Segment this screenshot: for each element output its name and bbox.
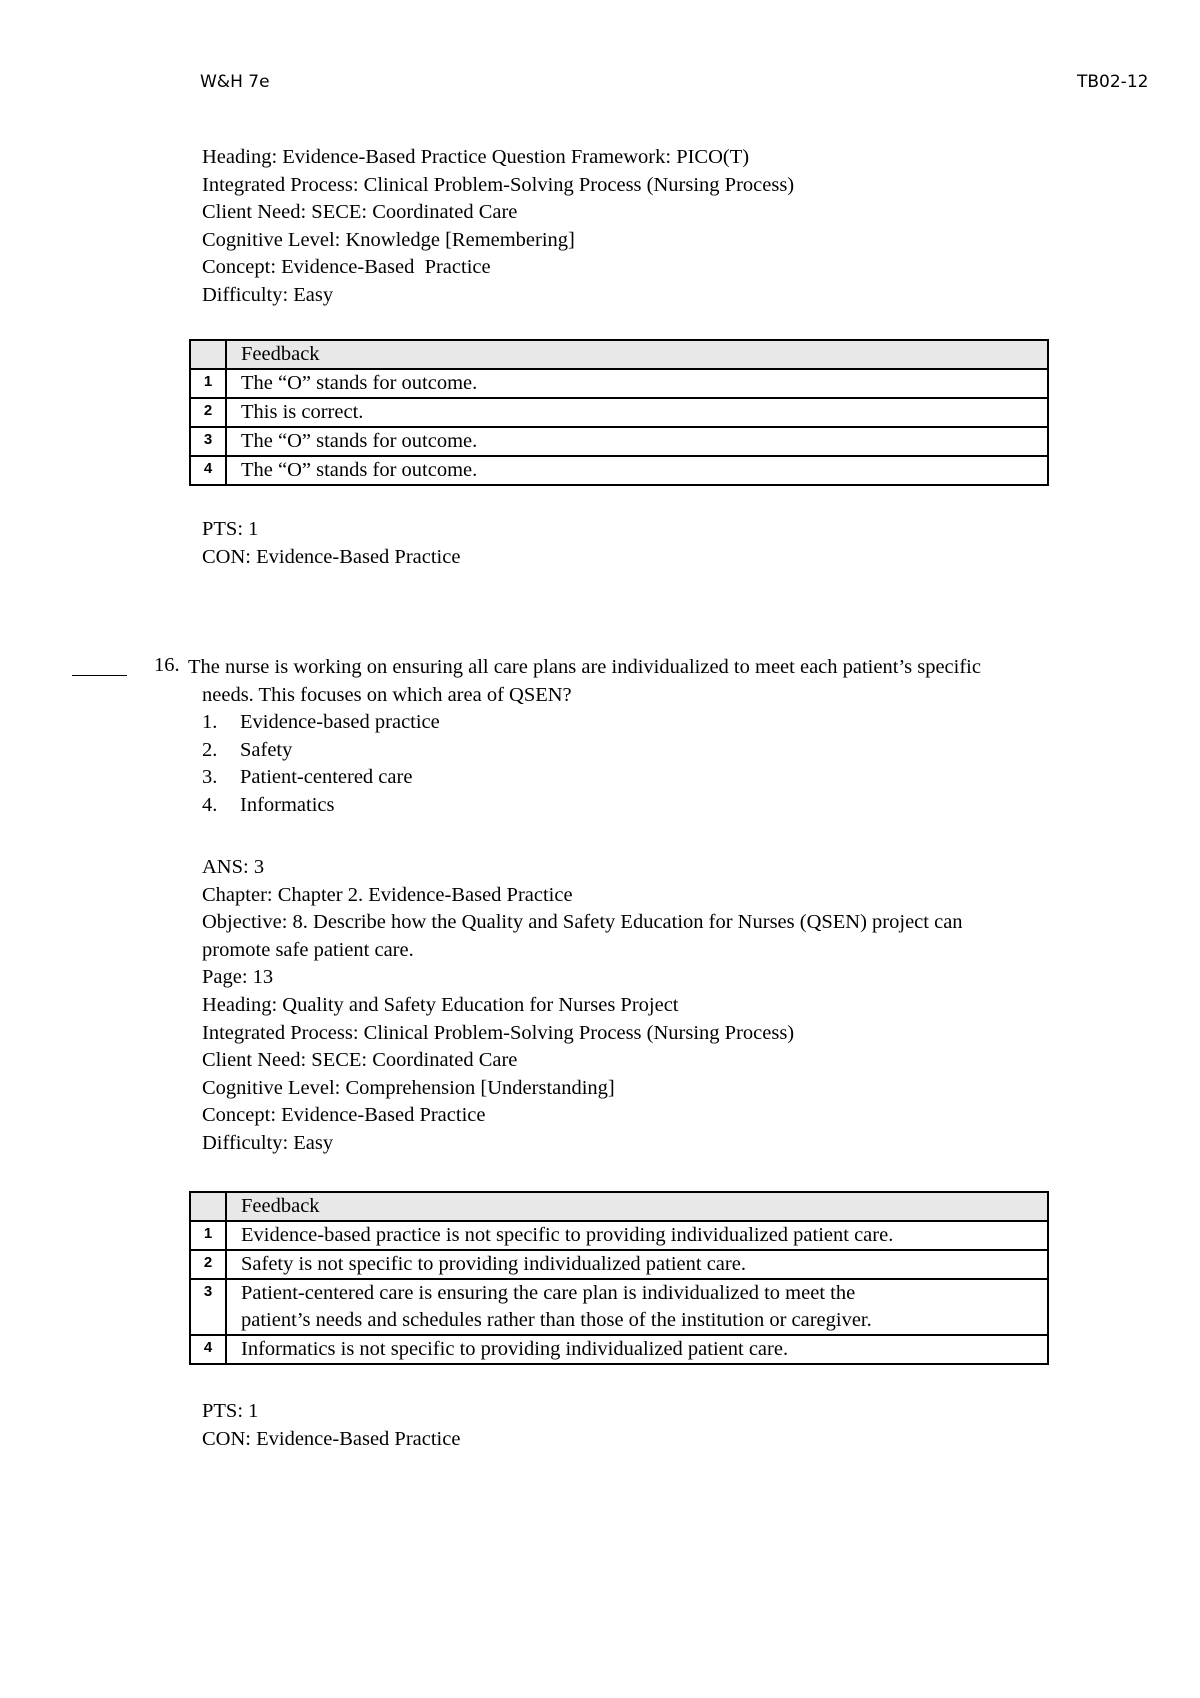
meta-concept: Concept: Evidence-Based Practice xyxy=(202,1104,486,1127)
meta-difficulty: Difficulty: Easy xyxy=(202,283,334,306)
table-row xyxy=(190,456,1048,485)
meta-difficulty: Difficulty: Easy xyxy=(202,1131,334,1154)
option-item xyxy=(202,792,440,820)
feedback-text: The “O” stands for outcome. xyxy=(226,456,1048,485)
feedback-text: Evidence-based practice is not specific to providing individualized patient care. xyxy=(226,1221,1048,1250)
stem-line-2: needs. This focuses on which area of QSEN? xyxy=(202,683,572,706)
option-text: Safety xyxy=(240,738,293,761)
meta-objective: Objective: 8. Describe how the Quality and Safety Education for Nurses (QSEN) project can xyxy=(202,911,963,934)
concept-tag: CON: Evidence-Based Practice xyxy=(202,1427,461,1450)
question-metadata xyxy=(202,854,963,1158)
concept-tag: CON: Evidence-Based Practice xyxy=(202,545,461,568)
option-item xyxy=(202,709,440,737)
meta-concept: Concept: Evidence-Based Practice xyxy=(202,256,491,279)
question-number: 16. xyxy=(154,654,180,676)
row-number: 2 xyxy=(190,398,226,427)
row-number: 2 xyxy=(190,1250,226,1279)
answer-key: ANS: 3 xyxy=(202,856,265,878)
option-text: Patient-centered care xyxy=(240,766,413,789)
table-row xyxy=(190,427,1048,456)
row-number: 3 xyxy=(190,427,226,456)
feedback-text: Informatics is not specific to providing individualized patient care. xyxy=(226,1335,1048,1364)
meta-client-need: Client Need: SECE: Coordinated Care xyxy=(202,1049,518,1072)
table-row xyxy=(190,1221,1048,1250)
prev-feedback-table xyxy=(189,339,1049,486)
table-row xyxy=(190,1279,1048,1335)
table-row xyxy=(190,369,1048,398)
question-feedback-table xyxy=(189,1191,1049,1365)
page-header-right: TB02-12 xyxy=(1077,72,1149,92)
answer-blank[interactable] xyxy=(72,675,127,676)
stem-line-1: The nurse is working on ensuring all care plans are individualized to meet each patient’s specific xyxy=(188,656,981,678)
row-number: 1 xyxy=(190,1221,226,1250)
option-text: Evidence-based practice xyxy=(240,711,440,733)
points: PTS: 1 xyxy=(202,518,259,540)
meta-cognitive-level: Cognitive Level: Comprehension [Understanding] xyxy=(202,1076,615,1099)
meta-heading: Heading: Quality and Safety Education for Nurses Project xyxy=(202,993,679,1016)
meta-integrated-process: Integrated Process: Clinical Problem-Solving Process (Nursing Process) xyxy=(202,1021,795,1044)
meta-heading: Heading: Evidence-Based Practice Question Framework: PICO(T) xyxy=(202,146,750,168)
feedback-text: The “O” stands for outcome. xyxy=(226,369,1048,398)
meta-objective-cont: promote safe patient care. xyxy=(202,938,414,961)
prev-item-metadata xyxy=(202,144,794,310)
feedback-text: The “O” stands for outcome. xyxy=(226,427,1048,456)
table-row xyxy=(190,1250,1048,1279)
meta-page: Page: 13 xyxy=(202,966,274,989)
feedback-text xyxy=(226,1279,1048,1335)
row-number: 1 xyxy=(190,369,226,398)
meta-chapter: Chapter: Chapter 2. Evidence-Based Practice xyxy=(202,883,573,906)
prev-item-footer xyxy=(202,516,460,571)
table-row xyxy=(190,398,1048,427)
meta-integrated-process: Integrated Process: Clinical Problem-Solving Process (Nursing Process) xyxy=(202,173,795,196)
meta-cognitive-level: Cognitive Level: Knowledge [Remembering] xyxy=(202,228,575,251)
row-number: 4 xyxy=(190,456,226,485)
page-header-left: W&H 7e xyxy=(200,72,270,92)
feedback-text: Safety is not specific to providing individualized patient care. xyxy=(226,1250,1048,1279)
question-footer xyxy=(202,1398,460,1453)
table-header-row xyxy=(190,340,1048,369)
feedback-header: Feedback xyxy=(226,340,1048,369)
table-row xyxy=(190,1335,1048,1364)
option-item xyxy=(202,764,440,792)
feedback-text: This is correct. xyxy=(226,398,1048,427)
row-number: 4 xyxy=(190,1335,226,1364)
answer-options xyxy=(202,709,440,819)
feedback-text-line-1: Patient-centered care is ensuring the care plan is individualized to meet the xyxy=(241,1282,856,1304)
option-item xyxy=(202,737,440,765)
feedback-text-line-2: patient’s needs and schedules rather than those of the institution or caregiver. xyxy=(241,1309,872,1331)
option-number: 1. xyxy=(202,711,218,733)
question-stem xyxy=(188,654,1148,709)
option-number: 2. xyxy=(202,738,218,761)
option-number: 4. xyxy=(202,793,218,816)
table-header-row xyxy=(190,1192,1048,1221)
meta-client-need: Client Need: SECE: Coordinated Care xyxy=(202,201,518,224)
option-number: 3. xyxy=(202,766,218,789)
feedback-header: Feedback xyxy=(226,1192,1048,1221)
points: PTS: 1 xyxy=(202,1400,259,1422)
option-text: Informatics xyxy=(240,793,335,816)
row-number: 3 xyxy=(190,1279,226,1335)
